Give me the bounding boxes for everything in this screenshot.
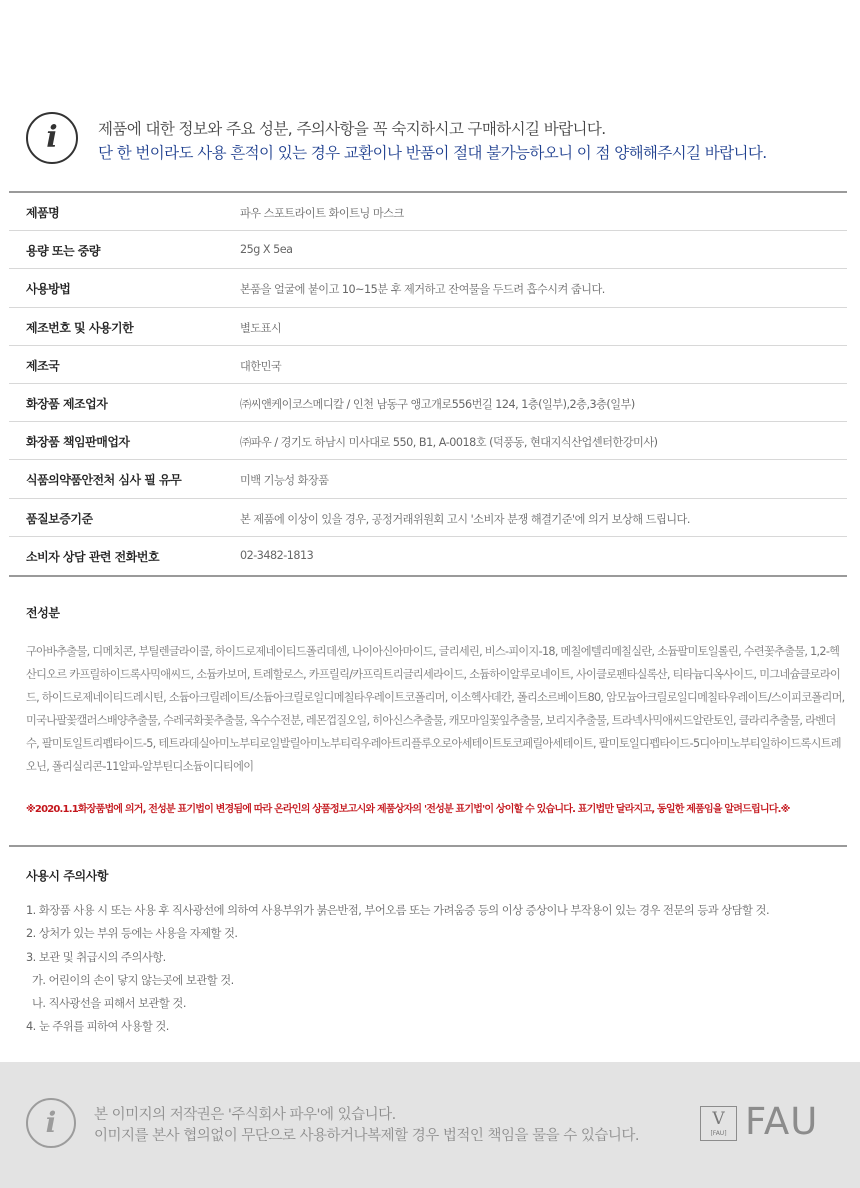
row-label: 용량 또는 중량 (26, 244, 100, 259)
info-icon: i (26, 112, 78, 164)
table-row (9, 460, 847, 498)
ingredients-section (26, 604, 848, 815)
list-item: 2. 상처가 있는 부위 등에는 사용을 자제할 것. (26, 927, 238, 941)
purchase-notice (26, 112, 846, 168)
info-icon: i (26, 1098, 76, 1148)
table-row (9, 193, 847, 231)
list-item: 3. 보관 및 취급시의 주의사항. (26, 950, 166, 964)
list-item: 1. 화장품 사용 시 또는 사용 후 직사광선에 의하여 사용부위가 붉은반점, 부어오름 또는 가려움증 등의 이상 증상이나 부작용이 있는 경우 전문의 등과 상담할 것. (26, 904, 770, 917)
row-label: 식품의약품안전처 심사 필 유무 (26, 473, 182, 488)
brand-logo-mark: V [FAU] (700, 1106, 737, 1141)
copyright-footer (0, 1062, 860, 1188)
ingredients-title: 전성분 (26, 606, 60, 620)
row-value: 본품을 얼굴에 붙이고 10~15분 후 제거하고 잔여물을 두드려 흡수시켜 줍니다. (240, 283, 605, 297)
table-row (9, 537, 847, 575)
section-divider (9, 845, 847, 847)
row-label: 사용방법 (26, 282, 71, 297)
row-value: 02-3482-1813 (240, 548, 314, 562)
list-item: 4. 눈 주위를 피하여 사용할 것. (26, 1020, 169, 1034)
row-label: 화장품 제조업자 (26, 396, 108, 411)
row-value: 파우 스포트라이트 화이트닝 마스크 (240, 207, 404, 220)
ingredients-list: 구아바추출물, 디메치콘, 부틸렌글라이콜, 하이드로제네이티드폴리데센, 나이아신아마이드, 글리세린, 비스-피이지-18, 메칠에텔리메칠실란, 소듐팔미토일롤린, 수련꽃추출물, 1,2-헥산디오르 카프릴하이드록사믹애씨드, 소듐카보머, 트레할로스, 카프릴릭/카프릭트리글리세라이드, 소듐하이알루로네이트, 사이클로펜타실록산, 티타늄디옥사이드, 미그네슘클로라이드, 하이드로제네이티드레시틴, 소듐아크릴레이트/소듐아크릴로일디메칠타우레이트코폴리머, 이소헥사데칸, 폴리소르베이트80, 암모늄아크릴로일디메칠타우레이트/스이피코폴리머, 미국나팔꽃캘러스배양추출물, 수레국화꽃추출물, 옥수수전분, 레몬껍질오일, 히아신스추출물, 캐모마일꽃잎추출물, 보리지추출물, 트라넥사믹애씨드알란토인, 클라리추출물, 라벤더수, 팔미토일트리펩타이드-5, 테트라데실아미노부티로일발릴아미노부티릭우레아트리플루오로아세테이트토코페릴아세테이트, 팔미토일디펩타이드-5디아미노부티일하이드록시트레오닌, 폴리실리콘-11알파-알부틴디소듐이디티에이 (26, 645, 845, 773)
row-label: 제조국 (26, 358, 60, 373)
ingredients-notice: ※2020.1.1화장품법에 의거, 전성분 표기법이 변경됨에 따라 온라인의 상품정보고시와 제품상자의 '전성분 표기법'이 상이할 수 있습니다. 표기법만 달라지고, 동일한 제품임을 알려드립니다.※ (26, 804, 790, 816)
row-label: 소비자 상담 관련 전화번호 (26, 549, 160, 564)
row-value: ㈜파우 / 경기도 하남시 미사대로 550, B1, A-0018호 (덕풍동, 현대지식산업센터한강미사) (240, 436, 658, 450)
table-row (9, 384, 847, 422)
table-row (9, 422, 847, 460)
row-label: 제조번호 및 사용기한 (26, 320, 134, 335)
brand-logo-text: FAU (745, 1100, 819, 1143)
row-value: 별도표시 (240, 321, 282, 335)
list-item: 가. 어린이의 손이 닿지 않는곳에 보관할 것. (32, 973, 234, 987)
cautions-title: 사용시 주의사항 (26, 869, 109, 883)
row-value: 본 제품에 이상이 있을 경우, 공정거래위원회 고시 '소비자 분쟁 해결기준'에 의거 보상해 드립니다. (240, 512, 690, 526)
notice-text: 제품에 대한 정보와 주요 성분, 주의사항을 꼭 숙지하시고 구매하시길 바랍니다. (98, 120, 606, 138)
notice-warning-text: 단 한 번이라도 사용 흔적이 있는 경우 교환이나 반품이 절대 불가능하오니 이 점 양해해주시길 바랍니다. (98, 144, 767, 162)
table-row (9, 231, 847, 269)
row-label: 제품명 (26, 206, 60, 220)
row-value: 대한민국 (240, 359, 282, 373)
row-value: 25g X 5ea (240, 243, 293, 257)
row-label: 품질보증기준 (26, 511, 93, 526)
product-info-table (9, 191, 847, 577)
copyright-warning-text: 이미지를 본사 협의없이 무단으로 사용하거나복제할 경우 법적인 책임을 물을 수 있습니다. (94, 1128, 639, 1144)
table-row (9, 308, 847, 346)
row-value: ㈜씨앤케이코스메디칼 / 인천 남동구 앵고개로556번길 124, 1층(일부),2층,3층(일부) (240, 397, 635, 411)
table-row (9, 346, 847, 384)
cautions-list (26, 899, 848, 1039)
cautions-section (26, 867, 848, 1039)
table-row (9, 269, 847, 307)
row-value: 미백 기능성 화장품 (240, 474, 329, 488)
copyright-text: 본 이미지의 저작권은 '주식회사 파우'에 있습니다. (94, 1107, 396, 1123)
list-item: 나. 직사광선을 피해서 보관할 것. (32, 997, 186, 1011)
row-label: 화장품 책임판매업자 (26, 435, 130, 450)
table-row (9, 499, 847, 537)
